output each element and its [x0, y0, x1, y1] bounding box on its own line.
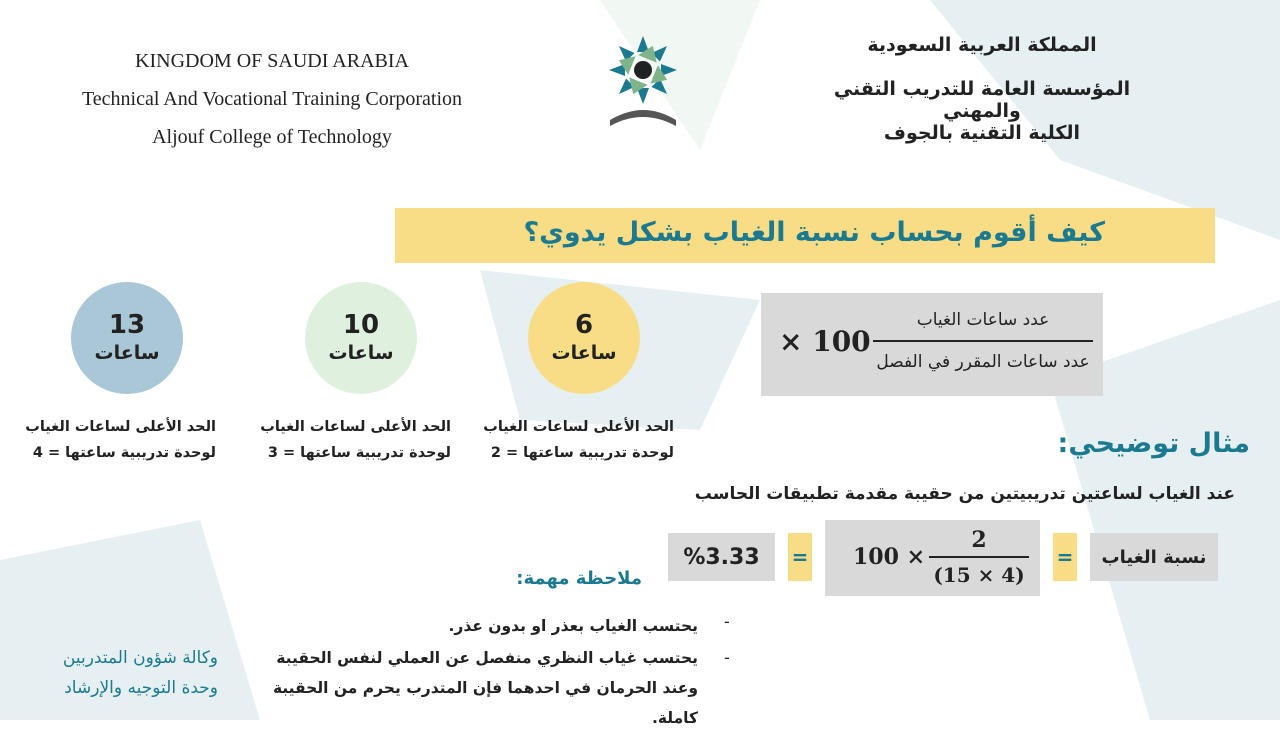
circle-value: 6	[574, 310, 594, 340]
limit-line1: الحد الأعلى لساعات الغياب	[483, 419, 674, 435]
header-en-line3: Aljouf College of Technology	[152, 126, 392, 148]
note-dash-2: -	[724, 648, 730, 667]
note-bullet-1: يحتسب الغياب بعذر او بدون عذر.	[448, 617, 698, 635]
limit-line1: الحد الأعلى لساعات الغياب	[260, 419, 451, 435]
circle-value: 13	[108, 310, 146, 340]
example-heading: مثال توضيحي:	[1057, 428, 1250, 459]
formula-multiplier: 100 ×	[779, 325, 871, 358]
header-en-line2: Technical And Vocational Training Corporation	[81, 88, 463, 110]
circle-limit-2h	[528, 282, 640, 394]
limit-line1: الحد الأعلى لساعات الغياب	[25, 419, 216, 435]
equals-sign-1: =	[1053, 533, 1077, 581]
example-denominator: (15 × 4)	[933, 563, 1025, 587]
note-bullet-2: يحتسب غياب النظري منفصل عن العملي لنفس الحقيبة وعند الحرمان في احدهما فإن المتدرب يحرم من الحقيبة كاملة.	[272, 649, 698, 727]
formula-fraction-bar	[873, 340, 1093, 342]
limit-text-2h	[444, 414, 674, 466]
title-banner	[395, 208, 1215, 263]
example-multiplier: 100 ×	[853, 544, 926, 570]
formula-denominator: عدد ساعات المقرر في الفصل	[876, 352, 1090, 372]
example-description: عند الغياب لساعتين تدريبيتين من حقيبة مقدمة تطبيقات الحاسب	[694, 484, 1235, 504]
absence-label-box	[1090, 533, 1218, 581]
absence-label: نسبة الغياب	[1101, 546, 1207, 568]
footer-line1: وكالة شؤون المتدربين	[62, 648, 218, 668]
limit-text-4h	[0, 414, 216, 466]
result-box	[668, 533, 775, 581]
limit-text-3h	[221, 414, 451, 466]
example-fraction-bar	[929, 556, 1029, 558]
equals-sign-2: =	[788, 533, 812, 581]
header-ar-line3: الكلية التقنية بالجوف	[883, 122, 1081, 144]
example-numerator: 2	[971, 527, 987, 553]
limit-line2: لوحدة تدريبية ساعتها = 4	[32, 445, 216, 461]
limit-line2: لوحدة تدريبية ساعتها = 3	[267, 445, 451, 461]
formula-numerator: عدد ساعات الغياب	[916, 310, 1050, 330]
header-en-line1: KINGDOM OF SAUDI ARABIA	[135, 50, 409, 72]
title-text: كيف أقوم بحساب نسبة الغياب بشكل يدوي؟	[523, 217, 1105, 248]
circle-unit: ساعات	[94, 342, 160, 364]
footer-line2: وحدة التوجيه والإرشاد	[64, 678, 218, 698]
circle-unit: ساعات	[551, 342, 617, 364]
circle-unit: ساعات	[328, 342, 394, 364]
circle-limit-3h	[305, 282, 417, 394]
circle-limit-4h	[71, 282, 183, 394]
general-formula	[761, 293, 1103, 396]
note-heading: ملاحظة مهمة:	[516, 568, 642, 589]
result-value: %3.33	[683, 544, 760, 570]
header-ar-line2: المؤسسة العامة للتدريب التقني والمهني	[833, 78, 1131, 122]
header-ar-line1: المملكة العربية السعودية	[867, 34, 1097, 56]
circle-value: 10	[342, 310, 380, 340]
tvtc-logo-icon	[600, 28, 686, 132]
limit-line2: لوحدة تدريبية ساعتها = 2	[490, 445, 674, 461]
example-formula-box	[825, 520, 1040, 596]
note-dash-1: -	[724, 612, 730, 631]
